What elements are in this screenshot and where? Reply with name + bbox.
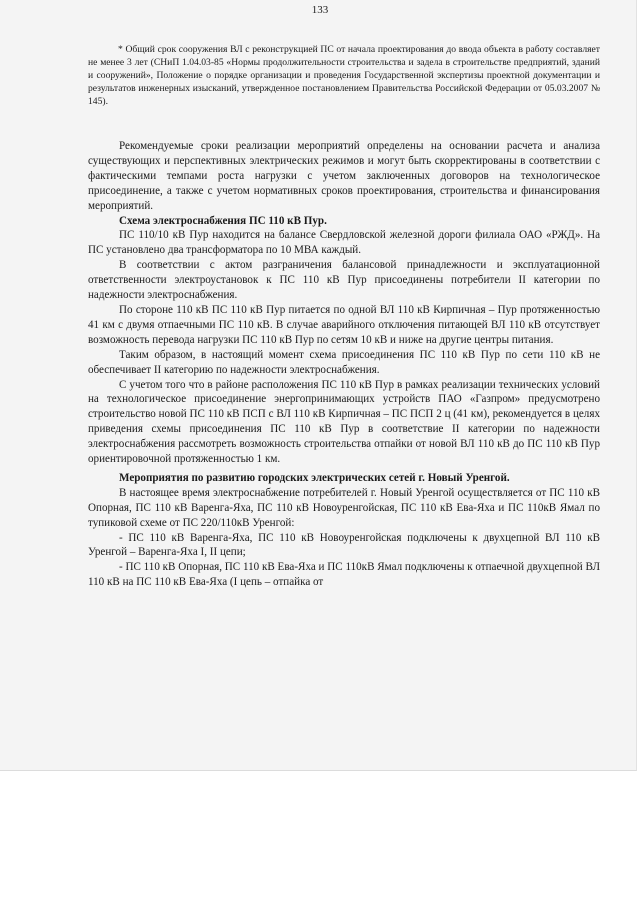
body-text <box>88 139 600 590</box>
list-item-opornaya: - ПС 110 кВ Опорная, ПС 110 кВ Ева-Яха и ПС 110кВ Ямал подключены к отпаечной двухцепной ВЛ 110 кВ на ПС 110 кВ Ева-Яха (I цепь – отпайка от <box>88 561 600 589</box>
paragraph-pur-balance: ПС 110/10 кВ Пур находится на балансе Свердловской железной дороги филиала ОАО «РЖД». На ПС установлено два трансформатора по 10 МВА каждый. <box>88 229 600 257</box>
paragraph-urengoy-supply: В настоящее время электроснабжение потребителей г. Новый Уренгой осуществляется от ПС 110 кВ Опорная, ПС 110 кВ Варенга-Яха, ПС 110 кВ Новоуренгойская, ПС 110 кВ Ева-Яха и ПС 110кВ Ямал по тупиковой схеме от ПС 220/110кВ Уренгой: <box>88 486 600 529</box>
footnote: * Общий срок сооружения ВЛ с реконструкцией ПС от начала проектирования до ввода объекта в работу составляет не менее 3 лет (СНиП 1.04.03-85 «Нормы продолжительности строительства и задела в строительстве предприятий, зданий и сооружений», Положение о порядке организации и проведения Государственной экспертизы проектной документации и результатов инженерных изысканий, утвержденное постановлением Правительства Российской Федерации от 05.03.2007 № 145). <box>88 44 600 107</box>
paragraph-110kv-supply: По стороне 110 кВ ПС 110 кВ Пур питается по одной ВЛ 110 кВ Кирпичная – Пур протяженностью 41 км с двумя отпаечными ПС 110 кВ. В случае аварийного отключения питающей ВЛ 110 кВ отсутствует возможность перевода нагрузки ПС 110 кВ Пур по сетям 10 кВ и ниже на другие центры питания. <box>88 303 600 346</box>
heading-pur-scheme: Схема электроснабжения ПС 110 кВ Пур. <box>119 214 327 227</box>
paragraph-deadlines: Рекомендуемые сроки реализации мероприятий определены на основании расчета и анализа существующих и перспективных электрических режимов и могут быть скорректированы в соответствии с фактическими темпами роста нагрузки с учетом заключенных договоров на технологическое присоединение, а также с учетом нормативных сроков проектирования, строительства и финансирования мероприятий. <box>88 140 600 212</box>
paragraph-recommendation: С учетом того что в районе расположения ПС 110 кВ Пур в рамках реализации технических условий на технологическое присоединение энергопринимающих устройств ПАО «Газпром» предусмотрено строительство новой ПС 110 кВ ПСП с ВЛ 110 кВ Кирпичная – ПС ПСП 2 ц (41 км), рекомендуется в целях приведения схемы присоединения ПС 110 кВ Пур в соответствие II категории по надежности электроснабжения рассмотреть возможность строительства отпайки от новой ВЛ 110 кВ до ПС 110 кВ Пур ориентировочной протяженностью 1 км. <box>88 378 600 466</box>
paragraph-boundary-act: В соответствии с актом разграничения балансовой принадлежности и эксплуатационной ответственности электроустановок к ПС 110 кВ Пур присоединены потребители II категории по надежности электроснабжения. <box>88 259 600 302</box>
list-item-varenga: - ПС 110 кВ Варенга-Яха, ПС 110 кВ Новоуренгойская подключены к двухцепной ВЛ 110 кВ Уренгой – Варенга-Яха I, II цепи; <box>88 531 600 559</box>
page-number: 133 <box>311 4 329 16</box>
heading-urengoy-measures: Мероприятия по развитию городских электрических сетей г. Новый Уренгой. <box>119 471 510 484</box>
paragraph-conclusion: Таким образом, в настоящий момент схема присоединения ПС 110 кВ Пур по сети 110 кВ не обеспечивает II категорию по надежности электроснабжения. <box>88 348 600 376</box>
